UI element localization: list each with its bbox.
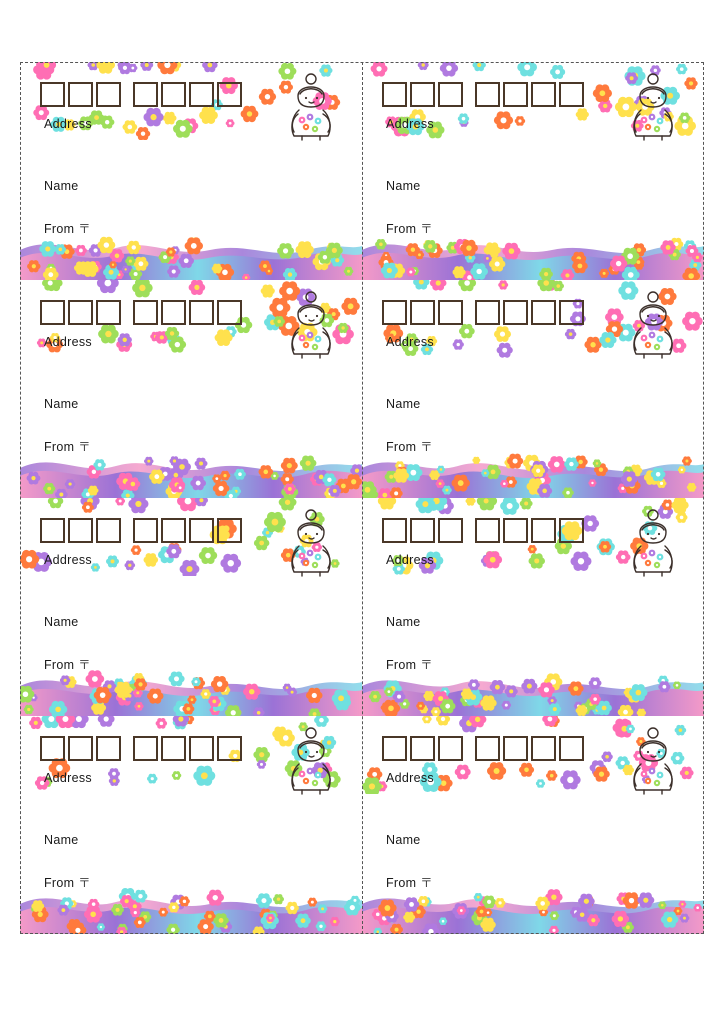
address-field-label: Address (44, 335, 92, 349)
from-field-label: From 〒 (386, 876, 433, 890)
from-field-label: From 〒 (386, 222, 433, 236)
name-field-label: Name (44, 615, 79, 629)
from-field-label: From 〒 (386, 658, 433, 672)
name-field-label: Name (44, 833, 79, 847)
cut-guide-center-line (362, 62, 363, 934)
name-field-label: Name (386, 397, 421, 411)
address-field-label: Address (386, 117, 434, 131)
name-field-label: Name (386, 179, 421, 193)
address-field-label: Address (386, 771, 434, 785)
from-field-label: From 〒 (44, 658, 91, 672)
address-field-label: Address (386, 553, 434, 567)
name-field-label: Name (386, 833, 421, 847)
from-field-label: From 〒 (44, 876, 91, 890)
address-field-label: Address (44, 117, 92, 131)
from-field-label: From 〒 (386, 440, 433, 454)
from-field-label: From 〒 (44, 440, 91, 454)
name-field-label: Name (44, 179, 79, 193)
name-field-label: Name (386, 615, 421, 629)
address-field-label: Address (386, 335, 434, 349)
from-field-label: From 〒 (44, 222, 91, 236)
address-field-label: Address (44, 771, 92, 785)
name-field-label: Name (44, 397, 79, 411)
address-field-label: Address (44, 553, 92, 567)
